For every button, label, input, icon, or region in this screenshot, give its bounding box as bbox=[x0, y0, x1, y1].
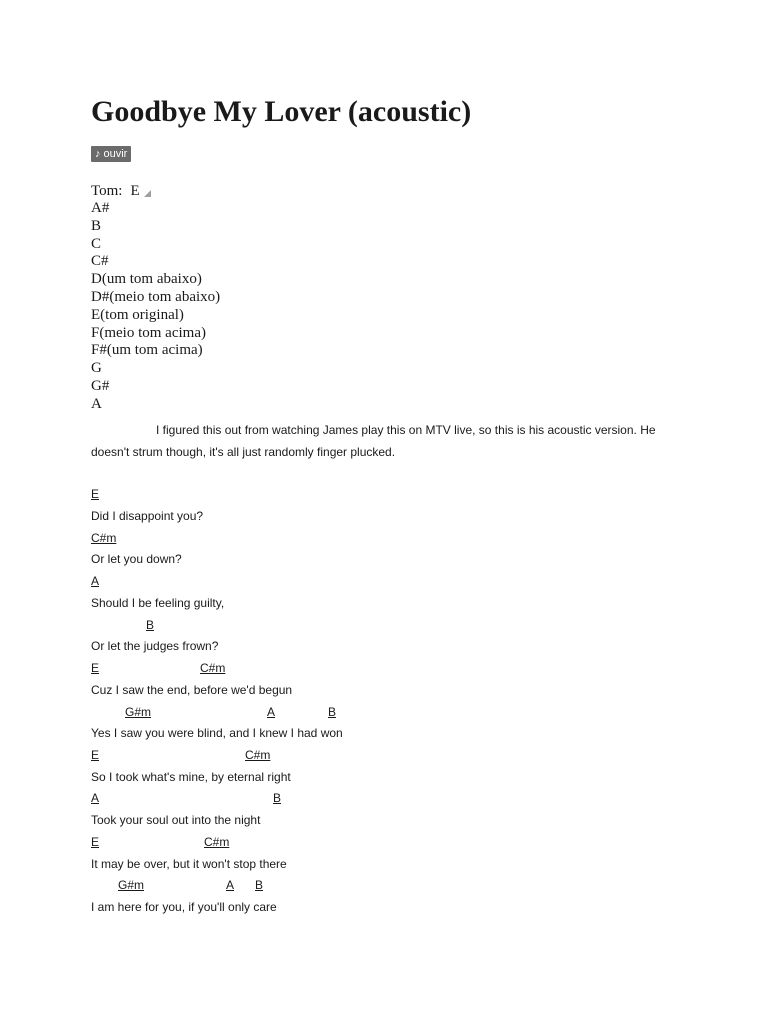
chord[interactable]: A bbox=[91, 791, 100, 805]
chord[interactable]: B bbox=[255, 878, 264, 892]
chord[interactable]: E bbox=[91, 835, 100, 849]
key-option[interactable]: A# bbox=[91, 200, 110, 216]
key-option[interactable]: F(meio tom acima) bbox=[91, 324, 206, 341]
dropdown-arrow-icon[interactable] bbox=[144, 190, 151, 197]
chord[interactable]: B bbox=[146, 618, 155, 632]
listen-button[interactable] bbox=[91, 146, 131, 162]
music-note-icon: ♪ bbox=[95, 148, 101, 160]
key-option[interactable]: C bbox=[91, 235, 102, 252]
key-option[interactable]: A bbox=[91, 395, 102, 412]
chord[interactable]: A bbox=[91, 574, 100, 588]
key-option[interactable]: D(um tom abaixo) bbox=[91, 271, 202, 288]
lyric-line: Cuz I saw the end, before we'd begun bbox=[91, 683, 293, 697]
chord[interactable]: A bbox=[267, 705, 276, 719]
chord[interactable]: E bbox=[91, 661, 100, 675]
chord[interactable]: B bbox=[328, 705, 337, 719]
key-options-list bbox=[91, 200, 220, 414]
chord[interactable]: A bbox=[226, 878, 235, 892]
lyric-line: Did I disappoint you? bbox=[91, 509, 204, 523]
chord[interactable]: C#m bbox=[245, 748, 271, 762]
current-key[interactable]: E bbox=[130, 183, 140, 199]
lyric-line: I am here for you, if you'll only care bbox=[91, 900, 277, 914]
key-option[interactable]: D#(meio tom abaixo) bbox=[91, 288, 221, 305]
song-title: Goodbye My Lover (acoustic) bbox=[91, 95, 472, 128]
chord[interactable]: G#m bbox=[118, 878, 145, 892]
key-label: Tom: bbox=[91, 183, 123, 199]
chord[interactable]: B bbox=[273, 791, 282, 805]
key-option[interactable]: G bbox=[91, 360, 102, 377]
lyric-line: It may be over, but it won't stop there bbox=[91, 857, 287, 871]
key-option[interactable]: B bbox=[91, 217, 102, 234]
lyric-line: Yes I saw you were blind, and I knew I had won bbox=[91, 726, 343, 740]
lyric-line: Should I be feeling guilty, bbox=[91, 596, 225, 610]
chord[interactable]: E bbox=[91, 748, 100, 762]
lyric-line: Or let the judges frown? bbox=[91, 639, 219, 653]
key-selector bbox=[91, 182, 151, 200]
key-option[interactable]: E(tom original) bbox=[91, 306, 184, 323]
lyric-line: So I took what's mine, by eternal right bbox=[91, 770, 291, 784]
chord[interactable]: C#m bbox=[204, 835, 230, 849]
listen-button-label: ouvir bbox=[103, 148, 128, 160]
chord[interactable]: C#m bbox=[200, 661, 226, 675]
chord[interactable]: E bbox=[91, 487, 100, 501]
key-option[interactable]: F#(um tom acima) bbox=[91, 342, 203, 359]
key-option[interactable]: C# bbox=[91, 253, 109, 270]
intro-note bbox=[91, 419, 691, 463]
lyric-line: Or let you down? bbox=[91, 552, 182, 566]
intro-text: I figured this out from watching James play this on MTV live, so this is his acoustic version. He doesn't strum though, it's all just randomly finger plucked. bbox=[91, 423, 656, 459]
lyric-line: Took your soul out into the night bbox=[91, 813, 261, 827]
key-option[interactable]: G# bbox=[91, 377, 110, 394]
chord[interactable]: C#m bbox=[91, 531, 117, 545]
chord[interactable]: G#m bbox=[125, 705, 152, 719]
